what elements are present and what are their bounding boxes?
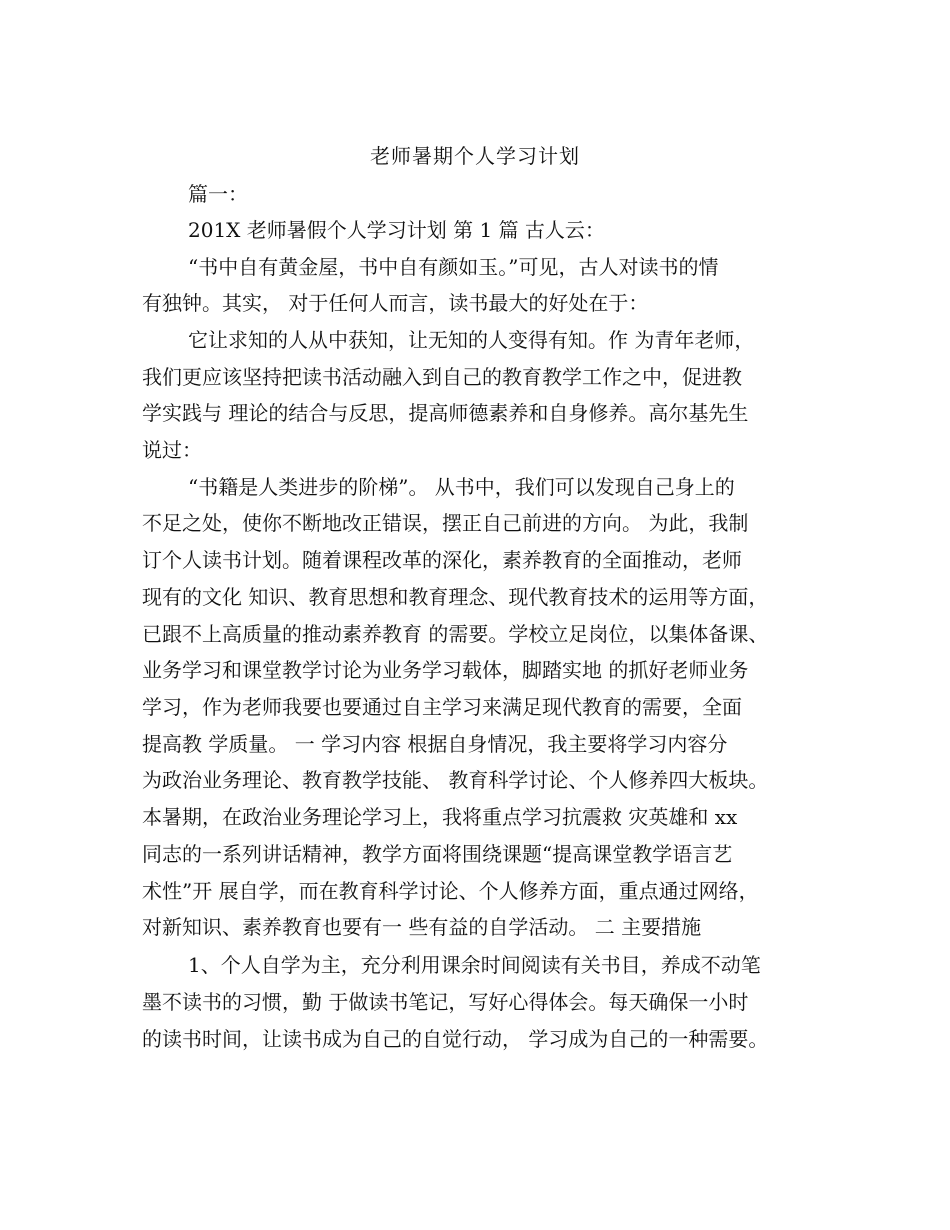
paragraph-line: 学习，作为老师我要也要通过自主学习来满足现代教育的需要，全面 [142,695,742,719]
paragraph-line: 篇一： [188,182,248,206]
paragraph-line: 说过： [142,438,202,462]
paragraph-line: “书籍是人类进步的阶梯”。 从书中，我们可以发现自己身上的 [188,475,735,499]
paragraph-line: “书中自有黄金屋，书中自有颜如玉。”可见，古人对读书的情 [188,255,719,279]
paragraph-line: 1、个人自学为主，充分利用课余时间阅读有关书目，养成不动笔 [188,953,761,977]
paragraph-line: 订个人读书计划。随着课程改革的深化，素养教育的全面推动，老师 [142,548,742,572]
paragraph-line: 学实践与 理论的结合与反思，提高师德素养和自身修养。高尔基先生 [142,401,749,425]
paragraph-line: 它让求知的人从中获知，让无知的人变得有知。作 为青年老师， [188,328,755,352]
paragraph-line: 我们更应该坚持把读书活动融入到自己的教育教学工作之中，促进教 [142,365,742,389]
paragraph-line: 已跟不上高质量的推动素养教育 的需要。学校立足岗位，以集体备课、 [142,622,769,646]
paragraph-line: 墨不读书的习惯，勤 于做读书笔记，写好心得体会。每天确保一小时 [142,990,749,1014]
paragraph-line: 201X 老师暑假个人学习计划 第 1 篇 古人云： [188,218,605,242]
paragraph-line: 提高教 学质量。 一 学习内容 根据自身情况，我主要将学习内容分 [142,732,728,756]
paragraph-line: 对新知识、素养教育也要有一 些有益的自学活动。 二 主要措施 [142,915,702,939]
paragraph-line: 本暑期，在政治业务理论学习上，我将重点学习抗震救 灾英雄和 xx [142,805,738,829]
paragraph-line: 术性”开 展自学，而在教育科学讨论、个人修养方面，重点通过网络， [142,879,759,903]
document-title: 老师暑期个人学习计划 [370,144,580,168]
paragraph-line: 的读书时间，让读书成为自己的自觉行动， 学习成为自己的一种需要。 [142,1027,769,1051]
paragraph-line: 业务学习和课堂教学讨论为业务学习载体，脚踏实地 的抓好老师业务 [142,658,749,682]
paragraph-line: 有独钟。其实， 对于任何人而言，读书最大的好处在于： [142,291,649,315]
paragraph-line: 现有的文化 知识、教育思想和教育理念、现代教育技术的运用等方面， [142,585,769,609]
paragraph-line: 同志的一系列讲话精神，教学方面将围绕课题“提高课堂教学语言艺 [142,842,733,866]
paragraph-line: 为政治业务理论、教育教学技能、 教育科学讨论、个人修养四大板块。 [142,768,769,792]
paragraph-line: 不足之处，使你不断地改正错误，摆正自己前进的方向。 为此，我制 [142,511,749,535]
